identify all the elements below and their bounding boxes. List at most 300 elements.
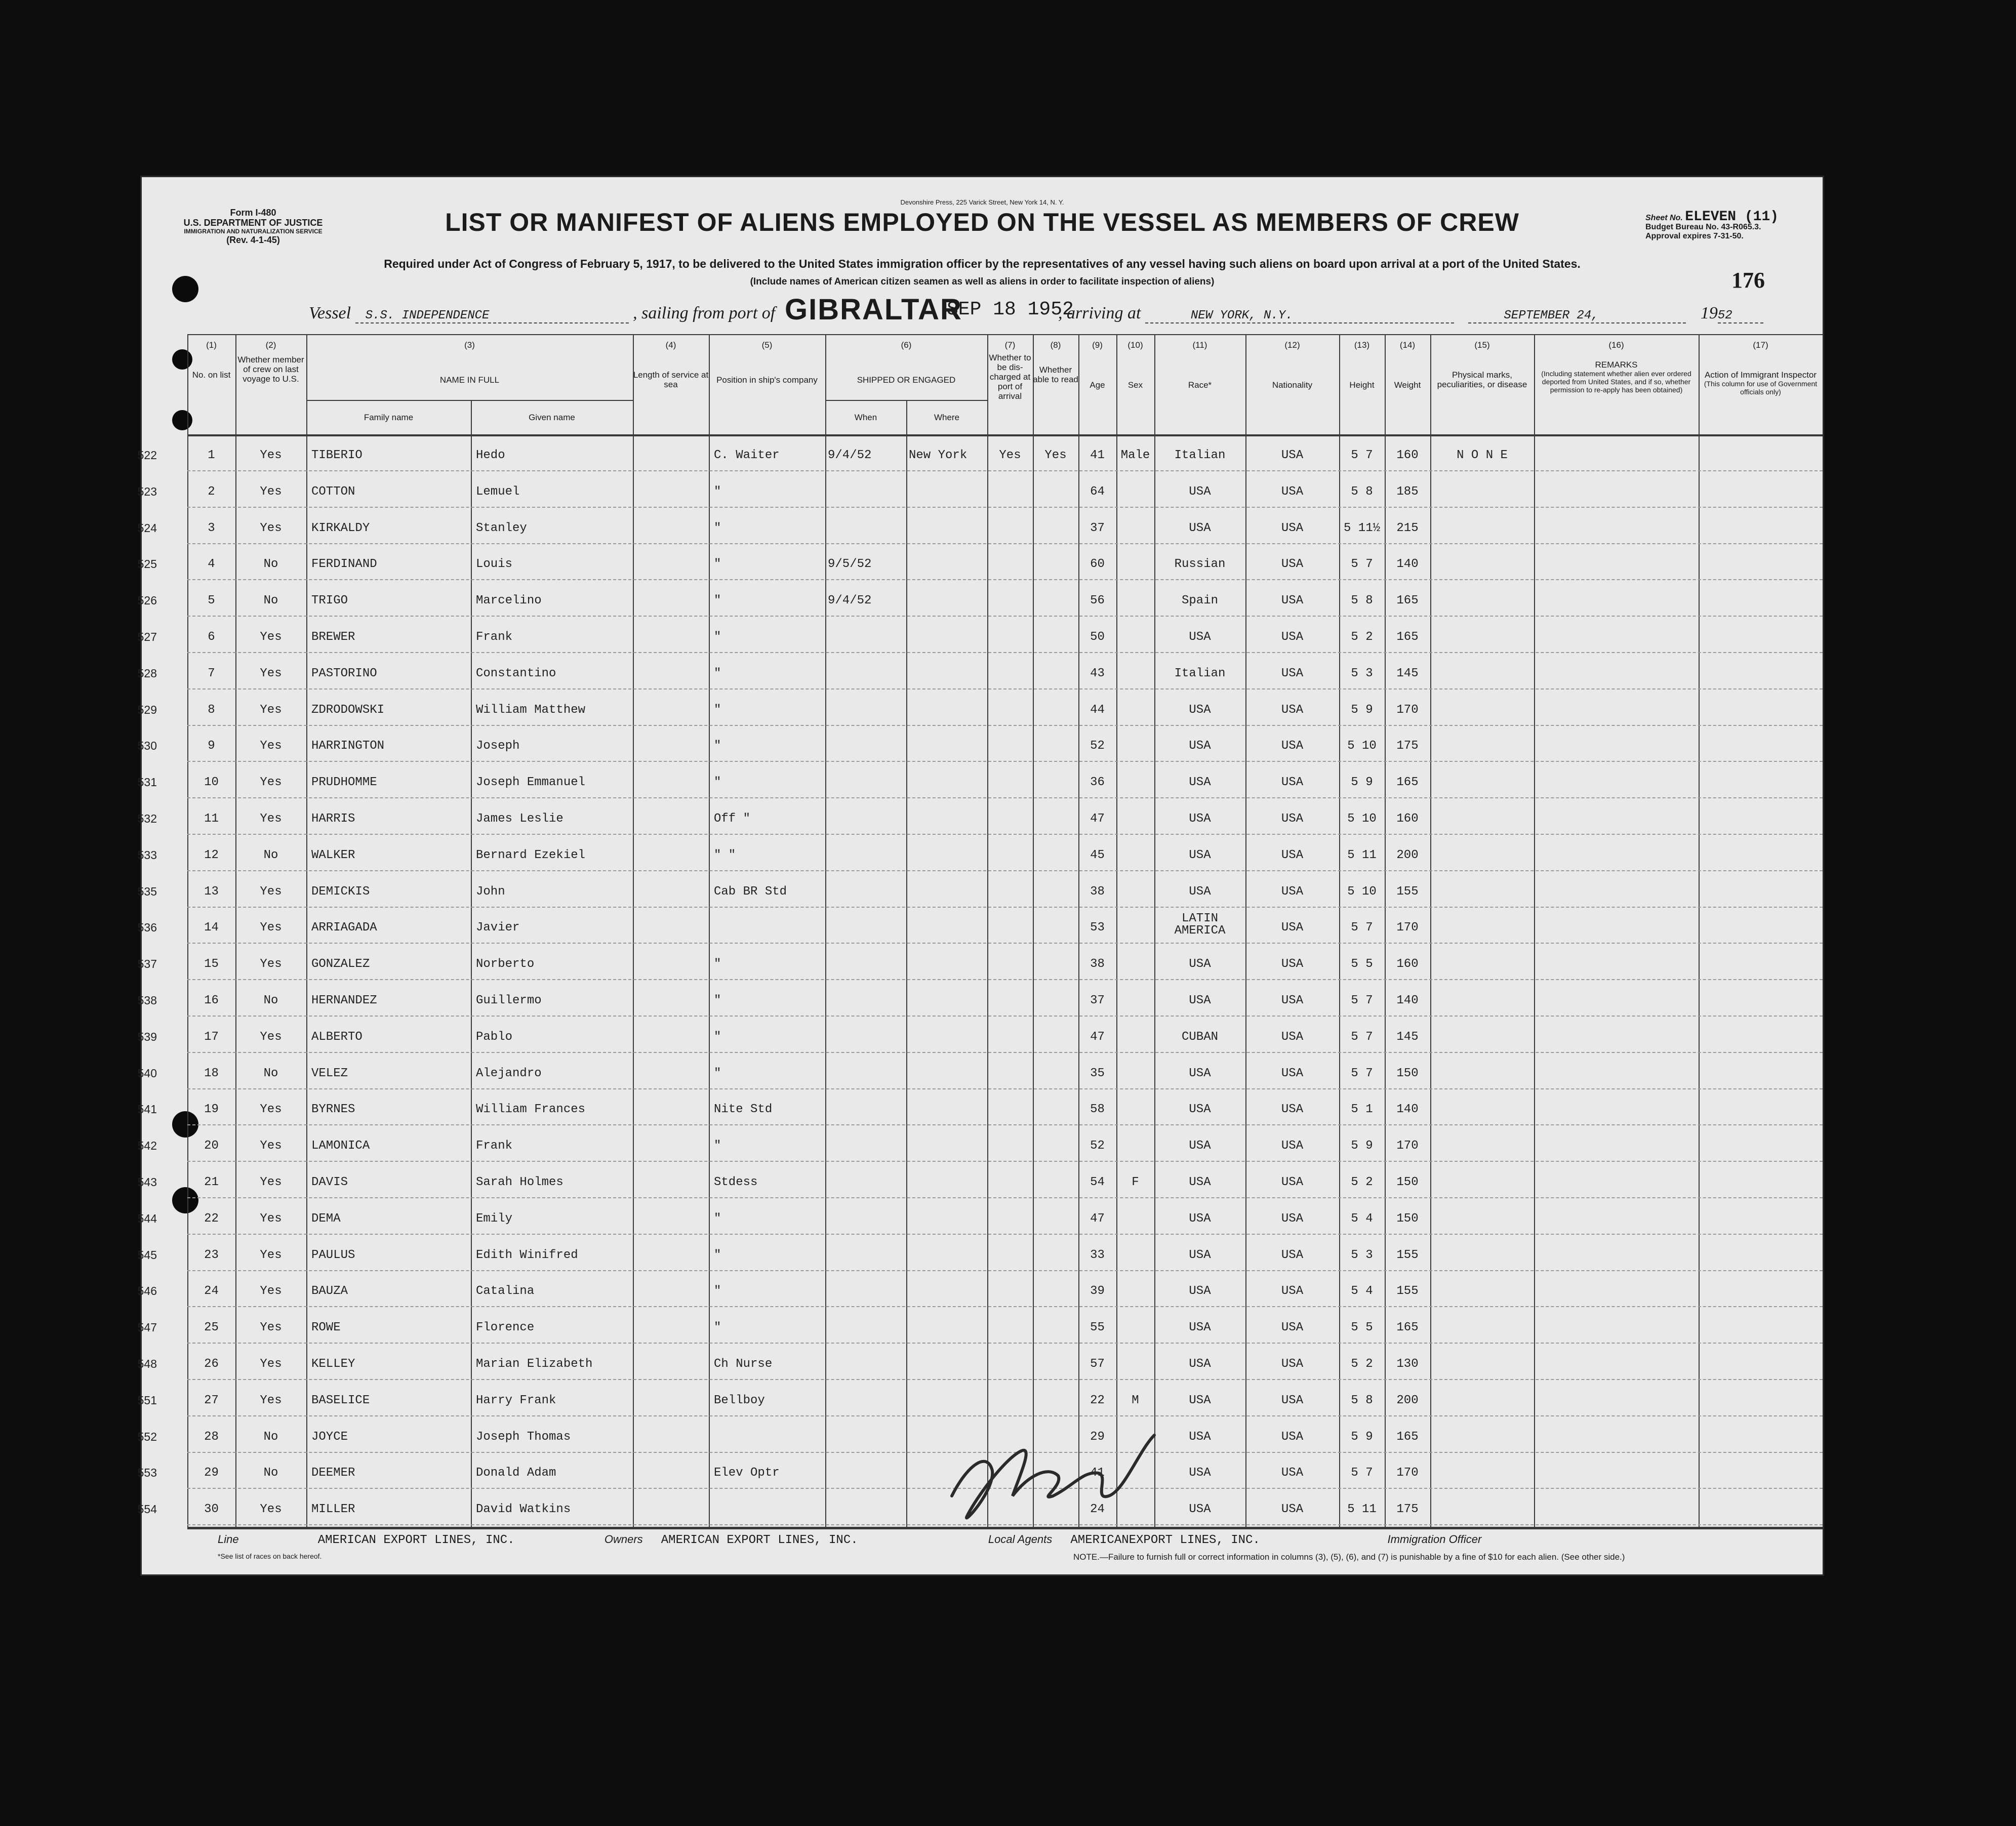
nationality-cell: USA (1281, 848, 1304, 862)
sex-cell: Male (1120, 449, 1150, 462)
height-cell: 5 3 (1351, 666, 1373, 680)
race-cell: USA (1189, 630, 1211, 644)
row-separator (187, 579, 1823, 581)
given-name-cell: William Matthew (476, 703, 586, 717)
given-name-cell: Donald Adam (476, 1466, 556, 1480)
height-cell: 5 8 (1351, 484, 1373, 499)
age-cell: 44 (1090, 703, 1105, 717)
races-note: *See list of races on back hereof. (218, 1552, 322, 1560)
position-cell: Stdess (714, 1175, 758, 1189)
row-number-cell: 20 (204, 1139, 219, 1153)
given-name-cell: Pablo (476, 1030, 513, 1044)
row-number-cell: 29 (204, 1466, 219, 1480)
col11-number: (11) (1192, 340, 1207, 350)
height-cell: 5 9 (1351, 1430, 1373, 1444)
height-cell: 5 7 (1351, 557, 1373, 572)
col17-header (1699, 340, 1823, 396)
shipped-when-cell: 9/4/52 (828, 594, 872, 608)
row-reference-cell: 531 (137, 776, 157, 789)
given-name-cell: Guillermo (476, 994, 542, 1007)
weight-cell: 145 (1396, 666, 1419, 680)
race-cell: Russian (1174, 557, 1226, 572)
row-reference-cell: 528 (137, 666, 157, 680)
document-subtitle: Required under Act of Congress of February 5, 1917, to be delivered to the United States immigration officer by the representatives of any vessel having such aliens on board upon arrival at a port of the United States. (384, 257, 1581, 270)
manifest-document (137, 177, 1823, 1574)
row-number-cell: 15 (204, 957, 219, 971)
weight-cell: 160 (1396, 449, 1419, 462)
family-name-cell: HARRINGTON (311, 739, 385, 753)
weight-cell: 140 (1396, 557, 1419, 572)
family-name-cell: TIBERIO (311, 449, 362, 462)
age-cell: 33 (1090, 1248, 1105, 1262)
col4-number: (4) (665, 340, 676, 350)
previous-voyage-cell: Yes (260, 1393, 282, 1407)
position-cell: Bellboy (714, 1393, 765, 1407)
row-separator (187, 688, 1823, 690)
col2-number: (2) (265, 340, 276, 350)
age-cell: 38 (1090, 957, 1105, 971)
given-name-cell: Javier (476, 921, 520, 935)
arrival-line (1058, 304, 1763, 323)
height-cell: 5 7 (1351, 1466, 1373, 1480)
table-row (137, 909, 1823, 944)
col13-header (1339, 340, 1385, 390)
height-cell: 5 9 (1351, 1139, 1373, 1153)
nationality-cell: USA (1281, 521, 1304, 535)
col16-sublabel: (Including statement whether alien ever ordered deported from United States, and if so, whether permission to re-apply has been obtained) (1541, 370, 1691, 394)
nationality-cell: USA (1281, 1066, 1304, 1080)
previous-voyage-cell: No (263, 557, 278, 572)
family-name-cell: BAUZA (311, 1284, 348, 1299)
height-cell: 5 7 (1351, 994, 1373, 1007)
position-cell: " (714, 1030, 721, 1044)
weight-cell: 150 (1396, 1211, 1419, 1226)
position-cell: " (714, 484, 721, 499)
row-reference-cell: 530 (137, 739, 157, 753)
col15-label: Physical marks, peculiarities, or disease (1437, 370, 1527, 389)
age-cell: 37 (1090, 521, 1105, 535)
nationality-cell: USA (1281, 957, 1304, 971)
given-name-cell: Alejandro (476, 1066, 542, 1080)
row-number-cell: 10 (204, 776, 219, 790)
nationality-cell: USA (1281, 1284, 1304, 1299)
previous-voyage-cell: Yes (260, 630, 282, 644)
given-name-cell: Norberto (476, 957, 535, 971)
document-title: LIST OR MANIFEST OF ALIENS EMPLOYED ON THE VESSEL AS MEMBERS OF CREW (445, 208, 1519, 236)
previous-voyage-cell: Yes (260, 1321, 282, 1335)
table-row (137, 1200, 1823, 1235)
family-name-cell: PASTORINO (311, 666, 377, 680)
race-cell: USA (1189, 994, 1211, 1007)
weight-cell: 140 (1396, 994, 1419, 1007)
family-name-cell: BASELICE (311, 1393, 370, 1407)
height-cell: 5 5 (1351, 957, 1373, 971)
family-name-cell: DEMA (311, 1211, 341, 1226)
family-name-cell: DEEMER (311, 1466, 355, 1480)
family-name-cell: ROWE (311, 1321, 341, 1335)
height-cell: 5 5 (1351, 1321, 1373, 1335)
position-cell: " " (714, 848, 736, 862)
row-number-cell: 28 (204, 1430, 219, 1444)
line-value: AMERICAN EXPORT LINES, INC. (317, 1533, 515, 1547)
position-cell: " (714, 739, 721, 753)
weight-cell: 140 (1396, 1103, 1419, 1117)
row-number-cell: 12 (204, 848, 219, 862)
row-number-cell: 27 (204, 1393, 219, 1407)
family-name-cell: PAULUS (311, 1248, 355, 1262)
previous-voyage-cell: Yes (260, 666, 282, 680)
nationality-cell: USA (1281, 557, 1304, 572)
owners-value: AMERICAN EXPORT LINES, INC. (661, 1533, 858, 1547)
previous-voyage-cell: Yes (260, 484, 282, 499)
owners-label: Owners (604, 1533, 643, 1546)
row-reference-cell: 525 (137, 557, 157, 571)
race-cell: USA (1189, 739, 1211, 753)
weight-cell: 170 (1396, 703, 1419, 717)
age-cell: 47 (1090, 1211, 1105, 1226)
nationality-cell: USA (1281, 884, 1304, 899)
height-cell: 5 1 (1351, 1103, 1373, 1117)
family-name-cell: BREWER (311, 630, 355, 644)
row-separator (187, 797, 1823, 799)
position-cell: Off " (714, 812, 751, 826)
col16-header (1534, 340, 1699, 394)
height-cell: 5 7 (1351, 1066, 1373, 1080)
table-top-rule (187, 334, 1823, 335)
col12-number: (12) (1284, 340, 1300, 350)
race-cell: CUBAN (1181, 1030, 1218, 1044)
given-name-cell: Harry Frank (476, 1393, 556, 1407)
nationality-cell: USA (1281, 630, 1304, 644)
race-cell: USA (1189, 484, 1211, 499)
age-cell: 47 (1090, 812, 1105, 826)
officer-label: Immigration Officer (1387, 1533, 1482, 1546)
family-name-cell: KELLEY (311, 1357, 355, 1371)
family-name-cell: BYRNES (311, 1103, 355, 1117)
weight-cell: 165 (1396, 1321, 1419, 1335)
age-cell: 22 (1090, 1393, 1105, 1407)
row-number-cell: 19 (204, 1103, 219, 1117)
sailing-label: , sailing from port of (633, 304, 776, 322)
age-cell: 57 (1090, 1357, 1105, 1371)
height-cell: 5 10 (1347, 739, 1377, 753)
row-separator (187, 1234, 1823, 1235)
name-subheader-rule (306, 400, 633, 401)
nationality-cell: USA (1281, 1466, 1304, 1480)
nationality-cell: USA (1281, 1211, 1304, 1226)
age-cell: 29 (1090, 1430, 1105, 1444)
position-cell: C. Waiter (714, 449, 780, 462)
position-cell: " (714, 630, 721, 644)
col10-header (1116, 340, 1154, 390)
weight-cell: 170 (1396, 1466, 1419, 1480)
weight-cell: 215 (1396, 521, 1419, 535)
height-cell: 5 9 (1351, 703, 1373, 717)
where-header: Where (934, 413, 960, 422)
row-separator (187, 1088, 1823, 1090)
col17-sublabel: (This column for use of Government officials only) (1704, 380, 1818, 396)
col5-label: Position in ship's company (716, 375, 818, 385)
previous-voyage-cell: No (263, 1430, 278, 1444)
race-cell: Spain (1181, 594, 1218, 608)
document-subnote: (Include names of American citizen seamen as well as aliens in order to facilitate inspection of aliens) (750, 276, 1215, 287)
age-cell: 52 (1090, 739, 1105, 753)
weight-cell: 175 (1396, 739, 1419, 753)
row-reference-cell: 537 (137, 957, 157, 971)
row-number-cell: 8 (208, 703, 215, 717)
row-reference-cell: 527 (137, 630, 157, 643)
row-reference-cell: 522 (137, 449, 157, 462)
table-row (137, 473, 1823, 508)
nationality-cell: USA (1281, 1175, 1304, 1189)
height-cell: 5 2 (1351, 1175, 1373, 1189)
race-cell: Italian (1174, 666, 1226, 680)
height-cell: 5 11 (1347, 848, 1377, 862)
col1-number: (1) (206, 340, 217, 350)
weight-cell: 150 (1396, 1066, 1419, 1080)
race-cell: USA (1189, 1139, 1211, 1153)
row-reference-cell: 529 (137, 703, 157, 716)
col10-number: (10) (1127, 340, 1143, 350)
race-cell: Italian (1174, 449, 1226, 462)
given-name-cell: William Frances (476, 1103, 586, 1117)
family-name-cell: ALBERTO (311, 1030, 362, 1044)
family-name-cell: LAMONICA (311, 1139, 370, 1153)
weight-cell: 155 (1396, 1248, 1419, 1262)
row-separator (187, 979, 1823, 981)
previous-voyage-cell: Yes (260, 1503, 282, 1517)
height-cell: 5 7 (1351, 449, 1373, 462)
row-number-cell: 6 (208, 630, 215, 644)
age-cell: 55 (1090, 1321, 1105, 1335)
age-cell: 56 (1090, 594, 1105, 608)
row-number-cell: 4 (208, 557, 215, 572)
nationality-cell: USA (1281, 994, 1304, 1007)
nationality-cell: USA (1281, 812, 1304, 826)
col14-label: Weight (1394, 380, 1421, 390)
row-number-cell: 23 (204, 1248, 219, 1262)
nationality-cell: USA (1281, 921, 1304, 935)
age-cell: 64 (1090, 484, 1105, 499)
race-cell: USA (1189, 1357, 1211, 1371)
arriving-port: NEW YORK, N.Y. (1145, 309, 1454, 323)
row-separator (187, 470, 1823, 472)
height-cell: 5 8 (1351, 1393, 1373, 1407)
nationality-cell: USA (1281, 594, 1304, 608)
row-reference-cell: 553 (137, 1466, 157, 1480)
col15-number: (15) (1474, 340, 1490, 350)
previous-voyage-cell: Yes (260, 1211, 282, 1226)
previous-voyage-cell: No (263, 1066, 278, 1080)
row-reference-cell: 526 (137, 594, 157, 607)
row-reference-cell: 544 (137, 1211, 157, 1225)
race-cell: USA (1189, 957, 1211, 971)
row-reference-cell: 545 (137, 1248, 157, 1262)
height-cell: 5 11½ (1343, 521, 1380, 535)
row-number-cell: 24 (204, 1284, 219, 1299)
row-reference-cell: 533 (137, 848, 157, 862)
row-separator (187, 1161, 1823, 1162)
family-name-cell: ZDRODOWSKI (311, 703, 385, 717)
position-cell: Cab BR Std (714, 884, 787, 899)
weight-cell: 160 (1396, 812, 1419, 826)
table-row (137, 1163, 1823, 1199)
age-cell: 45 (1090, 848, 1105, 862)
row-separator (187, 616, 1823, 617)
table-row (137, 1272, 1823, 1308)
family-name-cell: PRUDHOMME (311, 776, 377, 790)
form-number: Form I-480 (230, 208, 276, 218)
row-separator (187, 1343, 1823, 1344)
previous-voyage-cell: No (263, 1466, 278, 1480)
col9-label: Age (1090, 380, 1105, 390)
position-cell: " (714, 703, 721, 717)
row-reference-cell: 535 (137, 884, 157, 898)
crew-table (137, 334, 1823, 1559)
age-cell: 41 (1090, 449, 1105, 462)
row-number-cell: 22 (204, 1211, 219, 1226)
previous-voyage-cell: Yes (260, 921, 282, 935)
weight-cell: 175 (1396, 1503, 1419, 1517)
row-number-cell: 30 (204, 1503, 219, 1517)
col9-number: (9) (1092, 340, 1103, 350)
row-separator (187, 1052, 1823, 1053)
age-cell: 47 (1090, 1030, 1105, 1044)
physical-marks-cell: N O N E (1457, 449, 1508, 462)
row-reference-cell: 523 (137, 484, 157, 498)
age-cell: 41 (1090, 1466, 1105, 1480)
table-row (137, 982, 1823, 1017)
family-name-cell: JOYCE (311, 1430, 348, 1444)
shipped-when-cell: 9/5/52 (828, 557, 872, 572)
family-name-cell: ARRIAGADA (311, 921, 377, 935)
budget-bureau: Budget Bureau No. 43-R065.3. (1645, 223, 1761, 231)
previous-voyage-cell: No (263, 594, 278, 608)
age-cell: 38 (1090, 884, 1105, 899)
year-prefix: 19 (1700, 304, 1718, 322)
row-separator (187, 870, 1823, 872)
able-to-read-cell: Yes (1044, 449, 1067, 462)
given-name-cell: Frank (476, 1139, 513, 1153)
weight-cell: 170 (1396, 921, 1419, 935)
height-cell: 5 2 (1351, 1357, 1373, 1371)
row-separator (187, 834, 1823, 835)
given-name-cell: James Leslie (476, 812, 563, 826)
previous-voyage-cell: Yes (260, 1139, 282, 1153)
weight-cell: 200 (1396, 1393, 1419, 1407)
previous-voyage-cell: Yes (260, 521, 282, 535)
row-separator (187, 1016, 1823, 1017)
given-name-cell: David Watkins (476, 1503, 571, 1517)
departure-port-stamp: GIBRALTAR (785, 293, 962, 326)
row-number-cell: 5 (208, 594, 215, 608)
weight-cell: 130 (1396, 1357, 1419, 1371)
height-cell: 5 9 (1351, 776, 1373, 790)
row-separator (187, 1306, 1823, 1308)
row-reference-cell: 539 (137, 1030, 157, 1043)
row-number-cell: 9 (208, 739, 215, 753)
department-name: U.S. DEPARTMENT OF JUSTICE (183, 218, 323, 228)
row-reference-cell: 546 (137, 1284, 157, 1298)
previous-voyage-cell: Yes (260, 1175, 282, 1189)
row-number-cell: 11 (204, 812, 219, 826)
table-row (137, 1127, 1823, 1162)
weight-cell: 145 (1396, 1030, 1419, 1044)
nationality-cell: USA (1281, 1503, 1304, 1517)
given-name-cell: Constantino (476, 666, 556, 680)
col5-header (709, 340, 825, 385)
table-row (137, 1309, 1823, 1344)
given-name-cell: Marcelino (476, 594, 542, 608)
previous-voyage-cell: Yes (260, 884, 282, 899)
col11-header (1154, 340, 1245, 390)
agents-label: Local Agents (988, 1533, 1053, 1546)
sex-cell: F (1132, 1175, 1139, 1189)
age-cell: 50 (1090, 630, 1105, 644)
race-cell: USA (1189, 1503, 1211, 1517)
given-name-cell: Florence (476, 1321, 535, 1335)
race-cell: USA (1189, 848, 1211, 862)
service-name: IMMIGRATION AND NATURALIZATION SERVICE (184, 228, 322, 235)
age-cell: 35 (1090, 1066, 1105, 1080)
race-cell: USA (1189, 1248, 1211, 1262)
given-name-cell: Sarah Holmes (476, 1175, 563, 1189)
given-name-cell: Edith Winifred (476, 1248, 578, 1262)
agents-value: AMERICANEXPORT LINES, INC. (1070, 1533, 1260, 1547)
row-reference-cell: 524 (137, 521, 157, 535)
sheet-label: Sheet No. (1645, 214, 1683, 222)
previous-voyage-cell: Yes (260, 812, 282, 826)
given-name-cell: Hedo (476, 449, 505, 462)
position-cell: Ch Nurse (714, 1357, 773, 1371)
position-cell: " (714, 557, 721, 572)
row-number-cell: 14 (204, 921, 219, 935)
nationality-cell: USA (1281, 1321, 1304, 1335)
sheet-value: ELEVEN (11) (1685, 209, 1779, 225)
height-cell: 5 8 (1351, 594, 1373, 608)
given-name-cell: Frank (476, 630, 513, 644)
row-separator (187, 761, 1823, 762)
table-row (137, 1054, 1823, 1090)
height-cell: 5 4 (1351, 1284, 1373, 1299)
previous-voyage-cell: No (263, 994, 278, 1007)
table-row (137, 1236, 1823, 1272)
given-name-cell: Catalina (476, 1284, 535, 1299)
row-reference-cell: 541 (137, 1103, 157, 1116)
arrival-date: SEPTEMBER 24, (1468, 309, 1686, 323)
footer-line (218, 1533, 1812, 1547)
vessel-name: S.S. INDEPENDENCE (355, 309, 629, 323)
table-row (137, 655, 1823, 690)
row-separator (187, 1379, 1823, 1381)
nationality-cell: USA (1281, 666, 1304, 680)
row-separator (187, 1197, 1823, 1199)
position-cell: " (714, 1139, 721, 1153)
previous-voyage-cell: Yes (260, 1030, 282, 1044)
col14-number: (14) (1399, 340, 1416, 350)
family-name-cell: MILLER (311, 1503, 355, 1517)
col7-label: Whether to be dis-charged at port of arrival (989, 353, 1031, 401)
nationality-cell: USA (1281, 1030, 1304, 1044)
row-number-cell: 1 (208, 449, 215, 462)
age-cell: 52 (1090, 1139, 1105, 1153)
position-cell: " (714, 1066, 721, 1080)
family-name-cell: TRIGO (311, 594, 348, 608)
height-cell: 5 11 (1347, 1503, 1377, 1517)
row-number-cell: 21 (204, 1175, 219, 1189)
race-cell: USA (1189, 521, 1211, 535)
weight-cell: 150 (1396, 1175, 1419, 1189)
